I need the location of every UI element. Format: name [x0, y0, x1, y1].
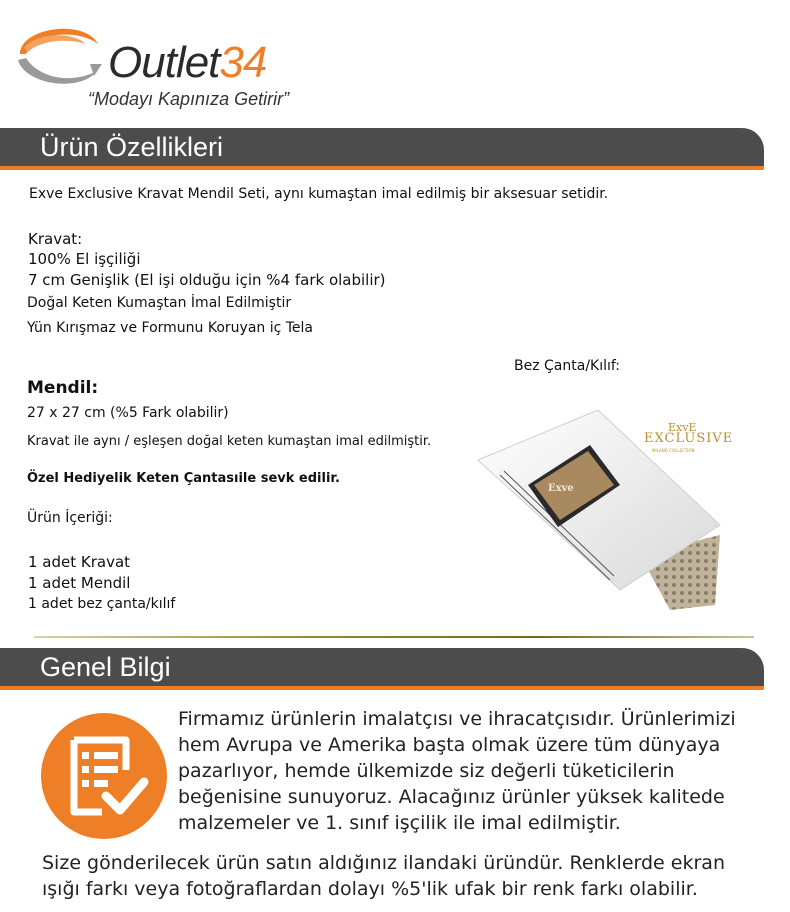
brand-name [108, 38, 266, 88]
gift-note: Özel Hediyelik Keten Çantasıile sevk edilir. [27, 471, 340, 486]
brand-name-part1: Outlet [108, 38, 220, 87]
info-line: ışığı farkı veya fotoğraflardan dolayı %5'lik ufak bir renk farkı olabilir. [42, 878, 698, 900]
info-line: Size gönderilecek ürün satın aldığınız ilandaki üründür. Renklerde ekran [42, 852, 725, 874]
kravat-line: Yün Kırışmaz ve Formunu Koruyan iç Tela [27, 320, 314, 336]
product-section-header [0, 128, 764, 166]
brand-name-part2: 34 [219, 38, 267, 87]
info-line: malzemeler ve 1. sınıf işçilik ile imal edilmiştir. [178, 812, 621, 834]
checklist-icon [40, 712, 168, 840]
general-section-header [0, 648, 764, 686]
brand-tagline: “Modayı Kapınıza Getirir” [88, 89, 290, 109]
exve-logo-top: ExvE [668, 421, 697, 434]
info-line: Firmamız ürünlerin imalatçısı ve ihracatçısıdır. Ürünlerimizi [178, 708, 736, 730]
bag-caption: Bez Çanta/Kılıf: [514, 358, 621, 374]
header-accent-line [0, 166, 764, 170]
contents-heading: Ürün İçeriği: [27, 510, 113, 526]
contents-item: 1 adet Mendil [28, 574, 131, 592]
brand-logo-swoosh-icon [14, 14, 102, 94]
kravat-line: Doğal Keten Kumaştan İmal Edilmiştir [27, 295, 292, 311]
info-line: hem Avrupa ve Amerika başta olmak üzere tüm dünyaya [178, 734, 721, 756]
product-section-title: Ürün Özellikleri [40, 132, 224, 162]
info-line: beğenisine sunuyoruz. Alacağınız ürünler yüksek kalitede [178, 786, 725, 808]
mendil-line: Kravat ile aynı / eşleşen doğal keten kumaştan imal edilmiştir. [27, 434, 432, 449]
mendil-line: 27 x 27 cm (%5 Fark olabilir) [27, 405, 229, 421]
product-intro: Exve Exclusive Kravat Mendil Seti, aynı kumaştan imal edilmiş bir aksesuar setidir. [29, 186, 609, 202]
general-section-title: Genel Bilgi [40, 652, 171, 682]
header-accent-line [0, 686, 764, 690]
contents-item: 1 adet bez çanta/kılıf [28, 596, 176, 612]
kravat-line: 7 cm Genişlik (El işi olduğu için %4 fark olabilir) [28, 271, 386, 289]
bag-label: Exve [548, 483, 574, 494]
exve-logo-sub: MILANO COLLECTION [652, 448, 695, 453]
info-line: pazarlıyor, hemde ülkemizde siz değerli tüketicilerin [178, 760, 675, 782]
kravat-line: 100% El işçiliği [28, 250, 141, 268]
exve-logo-main: EXCLUSIVE [644, 431, 734, 446]
kravat-heading: Kravat: [28, 230, 83, 248]
mendil-heading: Mendil: [27, 378, 99, 398]
section-divider [34, 636, 754, 638]
contents-item: 1 adet Kravat [28, 553, 131, 571]
